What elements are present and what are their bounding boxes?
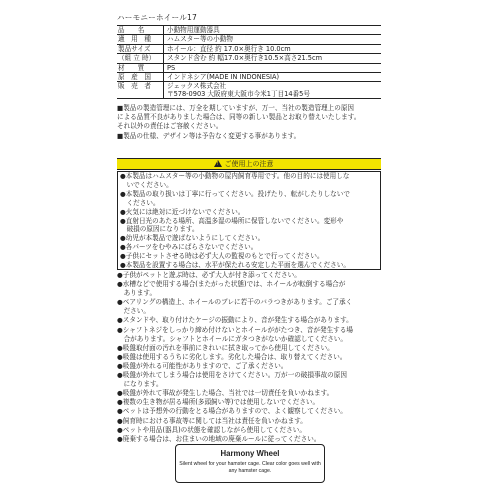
caution-item: いでください。	[120, 180, 173, 189]
caution-item: ●廃棄する場合は、お住まいの地域の廃棄ルールに従ってください。	[117, 434, 321, 443]
caution-item: ●本製品を設置する場合は、水平が保たれる安定した平面を選んでください。	[120, 261, 350, 270]
spec-value: ハムスター等の小動物	[164, 35, 382, 44]
spec-table	[117, 25, 381, 99]
spec-row	[117, 82, 381, 99]
caution-item: ●吸盤取付面の汚れを事前にきれいに拭き取ってから使用してください。	[117, 343, 334, 352]
caution-item: ●本製品はハムスター等の小動物の屋内飼育専用です。他の目的には使用しな	[120, 172, 350, 180]
caution-item: ●直射日光のあたる場所、高温多湿の場所に保管しないでください。変形や	[120, 216, 344, 225]
caution-item: ●各パーツをむやみにばらさないでください。	[120, 243, 258, 252]
english-description: Silent wheel for your hamster cage. Clear color goes well with any hamster cage.	[179, 461, 321, 474]
spec-key: 適 用 種	[117, 35, 164, 44]
caution-item: ●吸盤が外れてしまう場合は使用をさけてください。万が一の破損事故の原因	[117, 371, 347, 380]
caution-item: ●子供にセットさせる時は必ず大人の監視のもとで行ってください。	[120, 252, 324, 261]
spec-value: ジェックス株式会社 〒578-0903 大阪府東大阪市今米1丁目14番5号	[164, 82, 382, 99]
caution-item: ●本製品の取り扱いは丁寧に行ってください。投げたり、転がしたりしないで	[120, 189, 350, 198]
spec-row	[117, 54, 381, 63]
caution-item: ●火気には絶対に近づけないでください。	[120, 207, 245, 216]
caution-item: ●水槽などで使用する場合(またがった状態)では、ホイールが転倒する場合が	[117, 280, 346, 289]
spec-key: 品 名	[117, 26, 164, 35]
spec-row	[117, 44, 381, 53]
english-heading: Harmony Wheel	[220, 449, 280, 458]
caution-item: 破損の原因になります。	[120, 225, 199, 234]
caution-item: 合があります。シャフトとホイールにガタつきがないか確認してください。	[117, 334, 347, 343]
caution-item: ●飼育時における事故等に関しては当社は責任を負いかねます。	[117, 416, 307, 425]
spec-row	[117, 73, 381, 82]
caution-item: ●シャフトネジをしっかり締め付けないとホイールががたつき、音が発生する場	[117, 325, 353, 334]
spec-key: 原 産 国	[117, 73, 164, 82]
caution-item: ださい。	[117, 307, 150, 316]
caution-item: ●スタンドや、取り付けたケージの振動により、音が発生する場合があります。	[117, 316, 353, 325]
caution-item: ●吸盤が外れて事故が発生した場合、当社では一切責任を負いかねます。	[117, 389, 334, 398]
caution-item: ●吸盤は使用するうちに劣化します。劣化した場合は、取り替えてください。	[117, 352, 347, 361]
spec-row	[117, 63, 381, 72]
caution-item: ●子供がペットと遊ぶ時は、必ず大人が付き添ってください。	[117, 271, 301, 279]
caution-item: ●ペットや用品(器具)の状態を確認しながら使用してください。	[117, 425, 306, 434]
spec-value: 小動物用運動器具	[164, 26, 382, 35]
caution-title: ご使用上の注意	[224, 160, 274, 168]
caution-item: ●ペットは予想外の行動をとる場合がありますので、よく観察してください。	[117, 407, 347, 416]
quality-notes: ■製品の製造管理には、万全を期していますが、万一、当社の製造管理上の原因 による品質不良がありました場合は、同等の新しい製品とお取り替えいたします。 それ以外の責任はご容赦ください。 ■製品の仕様、デザイン等は予告なく変更する事があります。	[117, 104, 361, 140]
product-title: ハーモニーホイール17	[117, 13, 198, 22]
spec-key: 販 売 者	[117, 82, 164, 99]
spec-value: スタンド含む 約 幅17.0×奥行き10.5×高さ21.5cm	[164, 54, 382, 63]
caution-item: ●ベアリングの構造上、ホイールのブレに若干のバラつきがあります。ご了承く	[117, 298, 353, 307]
spec-row	[117, 26, 381, 35]
spec-row	[117, 35, 381, 44]
caution-item: あります。	[117, 289, 157, 298]
spec-key: 材 質	[117, 63, 164, 72]
spec-value: PS	[164, 63, 382, 72]
english-description-box	[175, 444, 325, 483]
caution-item: になります。	[117, 380, 163, 389]
spec-key: 製品サイズ	[117, 44, 164, 53]
caution-item: ●幼児が本製品で遊ばないようにしてください。	[120, 234, 265, 243]
spec-value: インドネシア(MADE IN INDONESIA)	[164, 73, 382, 82]
caution-item: ●吸盤が外れる可能性がありますので、ご了承ください。	[117, 361, 288, 370]
caution-item: ●複数の生き物が居る場所(多頭飼い等)では使用しないでください。	[117, 398, 320, 407]
product-label	[117, 8, 381, 492]
spec-key: （組 立 時）	[117, 54, 164, 63]
caution-boxed-list	[117, 171, 381, 270]
caution-header-bar	[117, 158, 381, 170]
spec-value: ホイール：直径 約 17.0×奥行き 10.0cm	[164, 44, 382, 53]
caution-item: ください。	[120, 198, 160, 207]
caution-list	[117, 271, 381, 444]
